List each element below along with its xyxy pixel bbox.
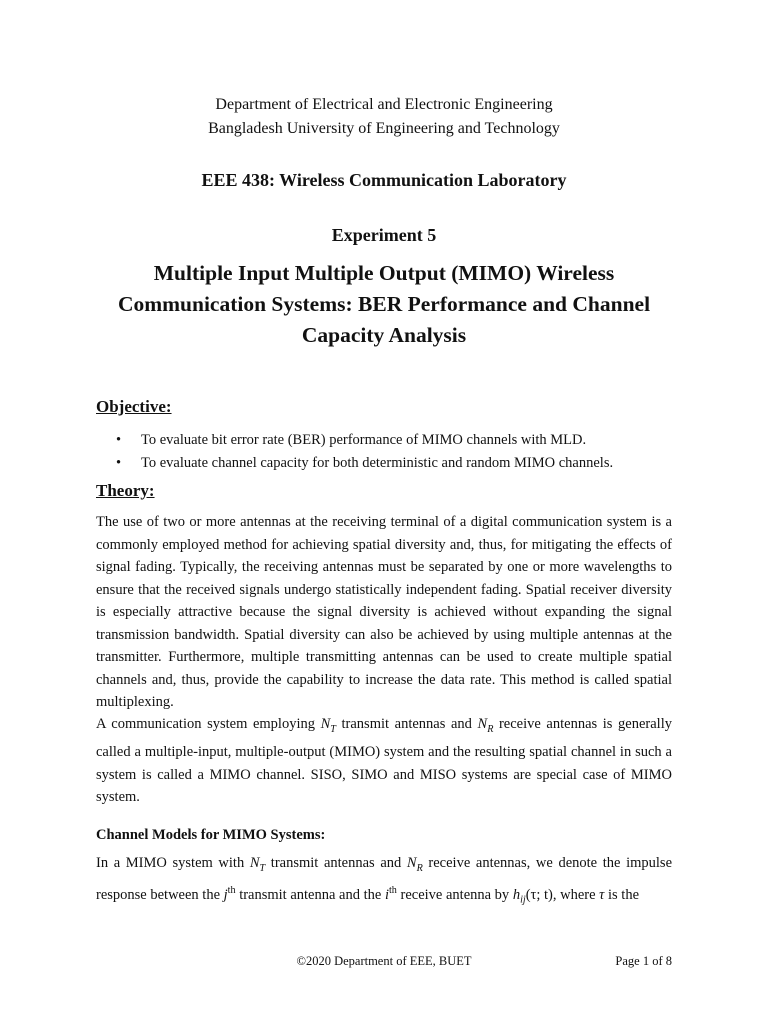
course-title: EEE 438: Wireless Communication Laboratory: [201, 170, 567, 190]
experiment-number: Experiment 5: [331, 225, 437, 245]
title-line: Communication Systems: BER Performance and Channel: [117, 292, 651, 316]
theory-heading: Theory:: [96, 481, 155, 500]
list-item: • To evaluate bit error rate (BER) performance of MIMO channels with MLD.: [116, 429, 613, 452]
mimo-definition-paragraph: A communication system employing $N_T$ transmit antennas and $N_R$ receive antennas is generally called a multiple-input, multiple-output (MIMO) system and the resulting spatial channel in such a system is called a MIMO channel. SISO, SIMO and MISO systems are special case of MIMO system.: [96, 716, 672, 806]
list-item: • To evaluate channel capacity for both deterministic and random MIMO channels.: [116, 452, 613, 475]
objective-list: [116, 429, 613, 475]
page-number: Page 1 of 8: [615, 954, 672, 968]
document-title: [0, 258, 768, 351]
theory-paragraph: The use of two or more antennas at the receiving terminal of a digital communication system is a commonly employed method for achieving spatial diversity and, thus, for mitigating the effects of signal fading. Typically, the receiving antennas must be separated by one or more wavelengths to ensure that the received signals undergo statistically independent fading. Spatial receiver diversity is especially attractive because the signal diversity is achieved without expanding the signal transmission bandwidth. Spatial diversity can also be achieved by using multiple antennas at the transmitter. Furthermore, multiple transmitting antennas can be used to create multiple spatial channels and, thus, provide the capability to increase the data rate. This method is called spatial multiplexing.: [96, 514, 672, 710]
title-line: Capacity Analysis: [301, 323, 467, 347]
footer-copyright: ©2020 Department of EEE, BUET: [296, 954, 472, 968]
university-name: Bangladesh University of Engineering and Technology: [208, 120, 560, 137]
department-header: [0, 93, 768, 141]
channel-models-heading: Channel Models for MIMO Systems:: [96, 827, 326, 843]
title-line: Multiple Input Multiple Output (MIMO) Wireless: [153, 261, 615, 285]
department-name: Department of Electrical and Electronic Engineering: [215, 96, 553, 113]
channel-models-paragraph: In a MIMO system with $N_T$ transmit antennas and $N_R$ receive antennas, we denote the impulse response between the $j^{th}$ transmit antenna and the $i^{th}$ receive antenna by $h_{ij}(\tau$; t), where τ is the: [96, 855, 673, 907]
objective-heading: Objective:: [96, 397, 172, 416]
